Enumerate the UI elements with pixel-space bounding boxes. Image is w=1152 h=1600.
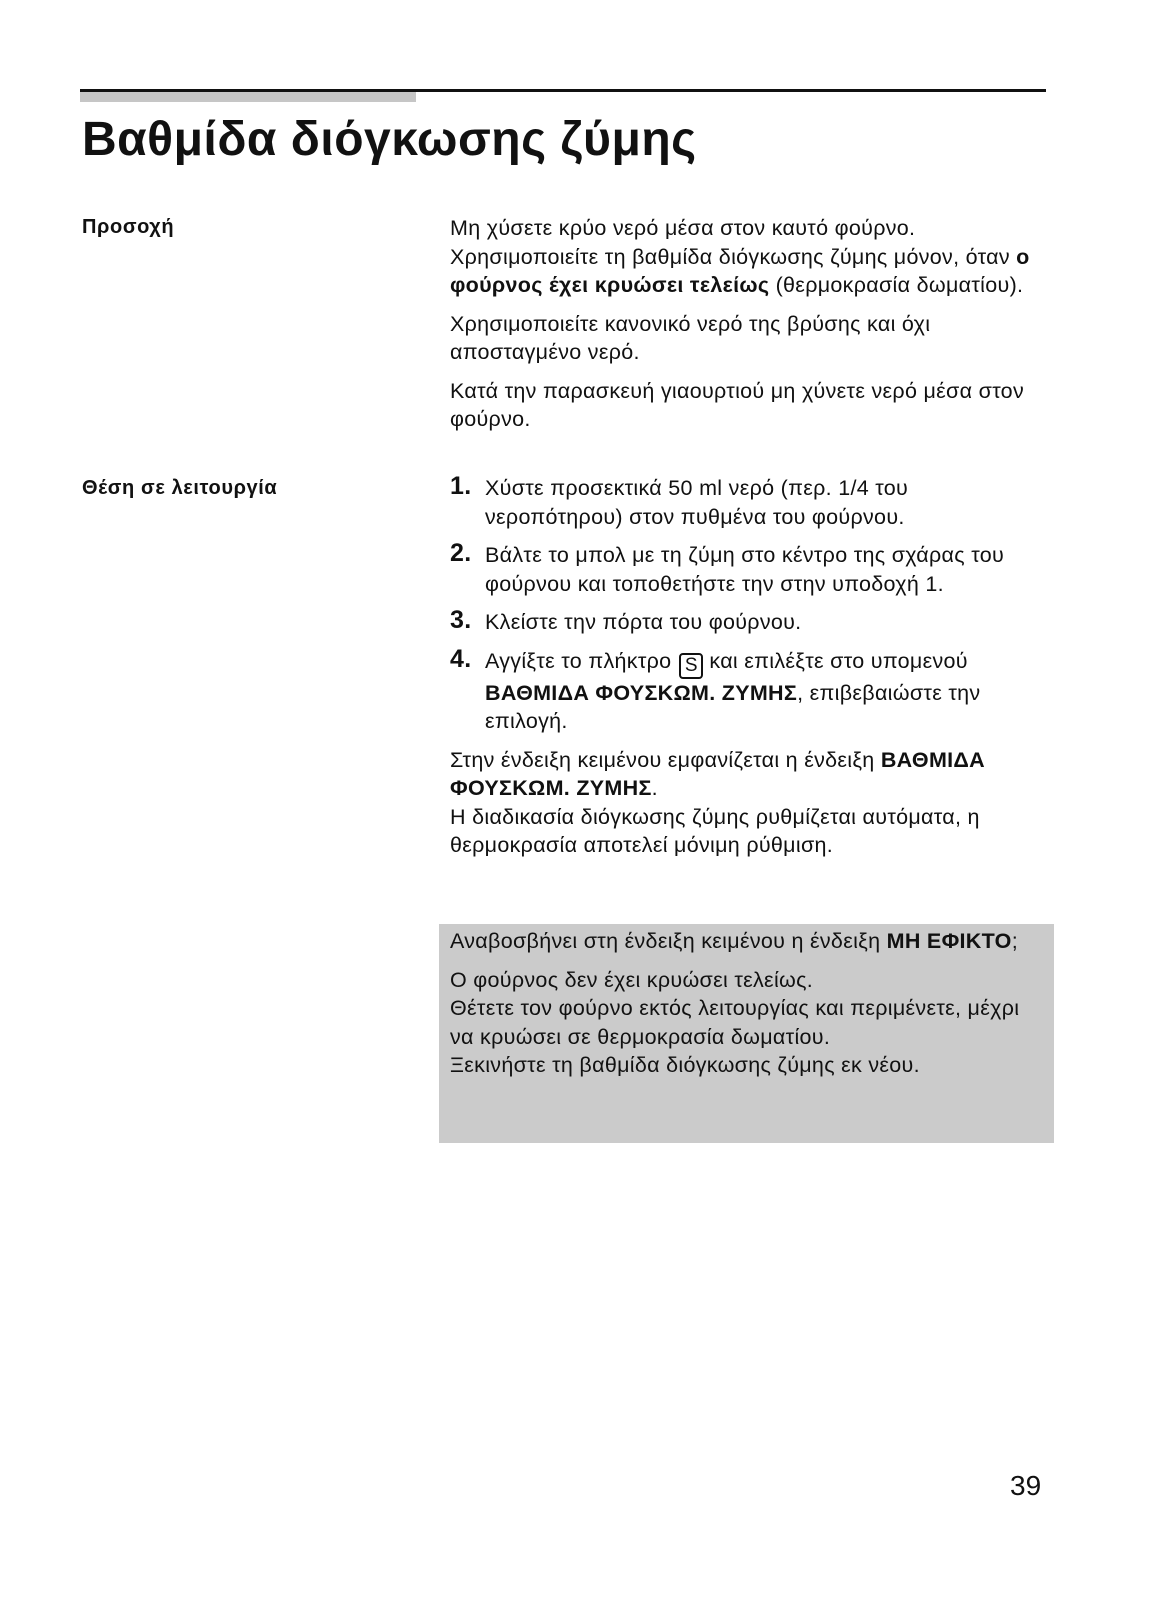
menu-item-name: ΒΑΘΜΙΔΑ ΦΟΥΣΚΩΜ. ΖΥΜΗΣ xyxy=(485,680,798,705)
display-text: ΒΑΘΜΙΔΑ ΦΟΥΣΚΩΜ. ΖΥΜΗΣ xyxy=(450,747,986,800)
note-line-3: Ξεκινήστε τη βαθμίδα διόγκωσης ζύμης εκ νέου. xyxy=(450,1053,920,1077)
step-number: 2. xyxy=(450,539,472,567)
caution-section xyxy=(450,214,1050,434)
steps-list xyxy=(450,474,1050,860)
operation-label: Θέση σε λειτουργία xyxy=(82,477,278,499)
step-text: Χύστε προσεκτικά 50 ml νερό (περ. 1/4 του νεροπότηρου) στον πυθμένα του φούρνου. xyxy=(485,476,909,529)
step-text: Κλείστε την πόρτα του φούρνου. xyxy=(485,610,802,634)
step-3 xyxy=(450,608,1050,637)
note-heading: Αναβοσβήνει στη ένδειξη κειμένου η ένδειξη ΜΗ ΕΦΙΚΤΟ; xyxy=(450,929,1018,953)
step-2 xyxy=(450,541,1050,598)
result-description: Η διαδικασία διόγκωσης ζύμης ρυθμίζεται αυτόματα, η θερμοκρασία αποτελεί μόνιμη ρύθμιση. xyxy=(450,804,980,857)
caution-paragraph-3: Κατά την παρασκευή γιαουρτιού μη χύνετε νερό μέσα στον φούρνο. xyxy=(450,378,1024,431)
step-number: 1. xyxy=(450,472,472,500)
note-line-1: Ο φούρνος δεν έχει κρυώσει τελείως. xyxy=(450,967,814,992)
caution-paragraph-1: Μη χύσετε κρύο νερό μέσα στον καυτό φούρνο. Χρησιμοποιείτε τη βαθμίδα διόγκωσης ζύμης μόνον, όταν ο φούρνος έχει κρυώσει τελείως (θερμοκρασία δωματίου). xyxy=(450,216,1030,297)
caution-emphasis: ο φούρνος έχει κρυώσει τελείως xyxy=(450,244,1030,297)
step-text: Βάλτε το μπολ με τη ζύμη στο κέντρο της σχάρας του φούρνου και τοποθετήστε την στην υποδοχή 1. xyxy=(485,543,1005,596)
page-number: 39 xyxy=(1010,1470,1042,1501)
result-section xyxy=(450,746,1050,860)
caution-paragraph-2: Χρησιμοποιείτε κανονικό νερό της βρύσης και όχι αποσταγμένο νερό. xyxy=(450,311,931,364)
note-line-2: Θέτετε τον φούρνο εκτός λειτουργίας και περιμένετε, μέχρι να κρυώσει σε θερμοκρασία δωματίου. xyxy=(450,996,1020,1049)
error-display-text: ΜΗ ΕΦΙΚΤΟ xyxy=(886,929,1012,953)
step-4: 4. Αγγίξτε το πλήκτρο S και επιλέξτε στο υπομενού ΒΑΘΜΙΔΑ ΦΟΥΣΚΩΜ. ΖΥΜΗΣ, επιβεβαιώστε την επιλογή. xyxy=(450,644,981,733)
s-key-icon: S xyxy=(679,653,703,679)
step-number: 4. xyxy=(450,644,472,673)
note-box xyxy=(439,924,1054,1143)
step-number: 3. xyxy=(450,606,472,634)
result-paragraph: Στην ένδειξη κειμένου εμφανίζεται η ένδειξη ΒΑΘΜΙΔΑ ΦΟΥΣΚΩΜ. ΖΥΜΗΣ. xyxy=(450,747,986,800)
step-1 xyxy=(450,474,1050,531)
header-accent-bar xyxy=(80,92,416,102)
caution-label: Προσοχή xyxy=(82,216,175,238)
page-title: Βαθμίδα διόγκωσης ζύμης xyxy=(82,113,697,166)
